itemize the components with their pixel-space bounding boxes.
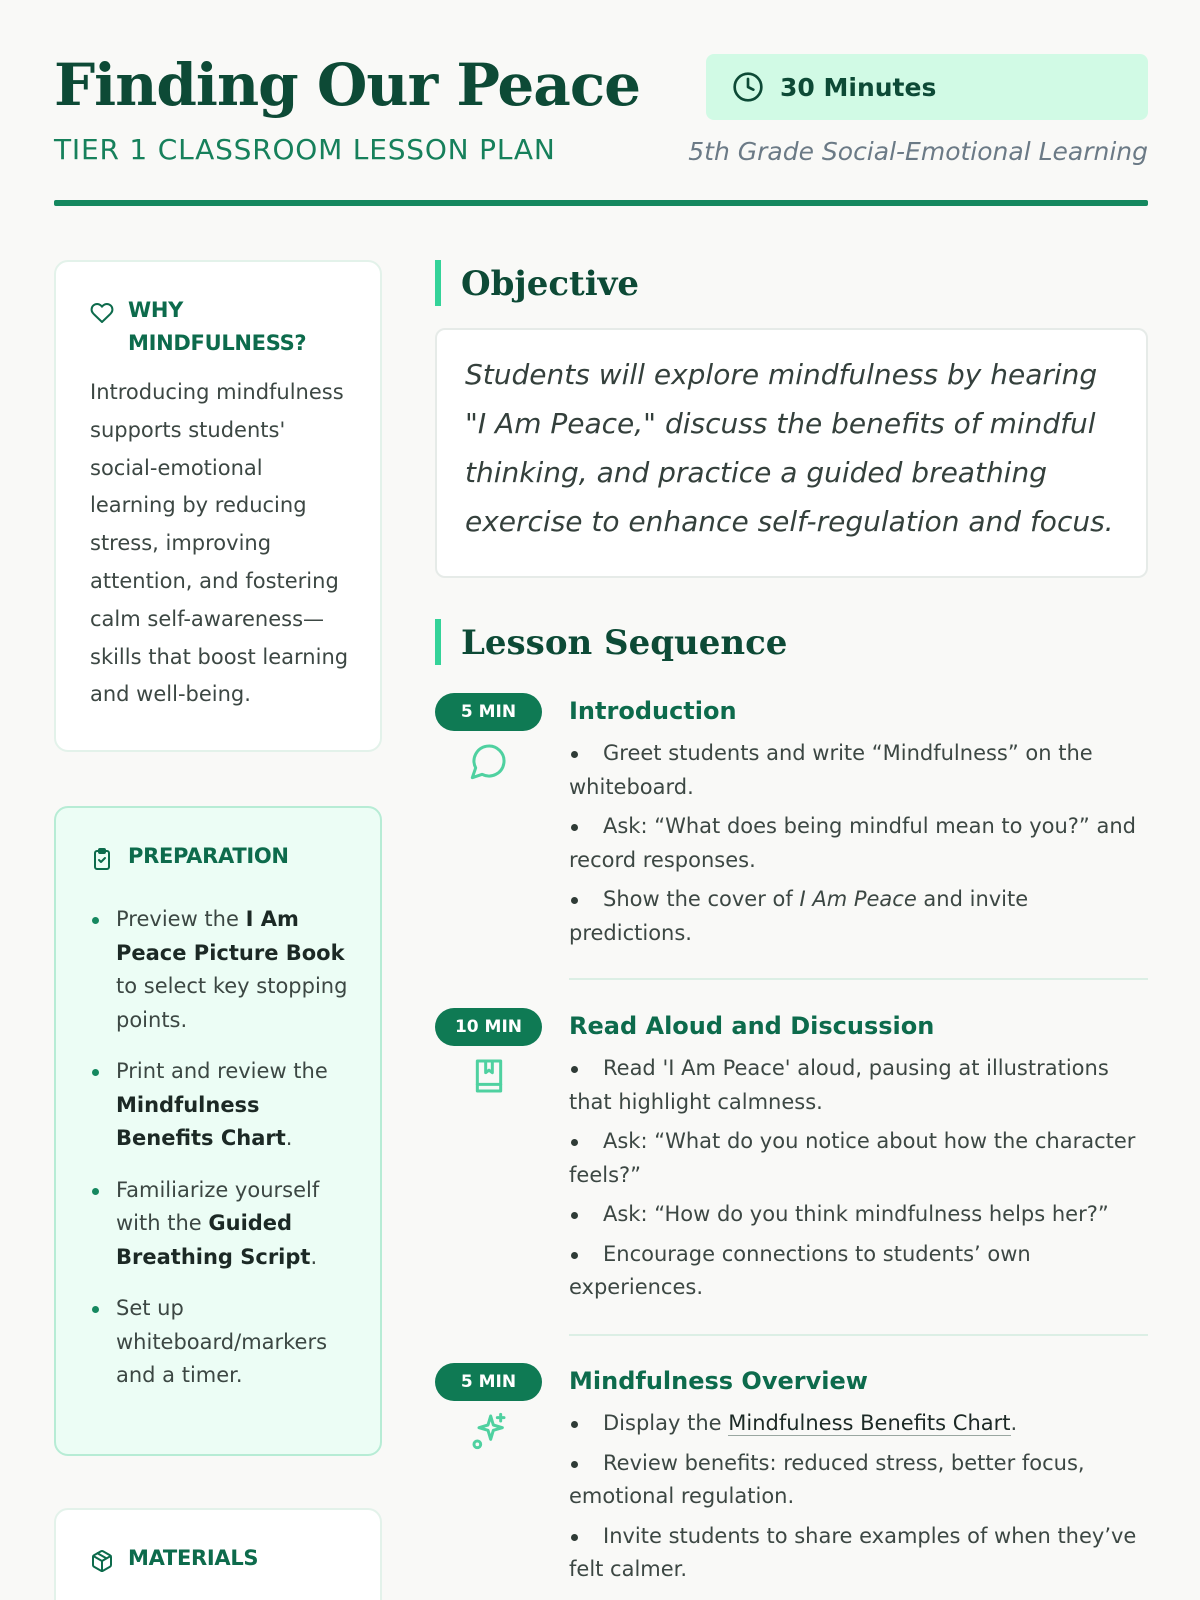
time-badge: 5 MIN xyxy=(435,693,542,731)
time-badge: 10 MIN xyxy=(435,1008,542,1046)
step-divider xyxy=(569,978,1148,980)
list-item: Ask: “What do you notice about how the character feels?” xyxy=(569,1125,1148,1192)
step-divider xyxy=(569,1334,1148,1336)
sparkles-icon xyxy=(469,1411,509,1451)
list-item: Ask: “How do you think mindfulness helps her?” xyxy=(569,1198,1148,1232)
book-icon xyxy=(469,1056,509,1096)
list-item: Set up whiteboard/markers and a timer. xyxy=(90,1292,350,1393)
lesson-header xyxy=(54,50,1148,206)
header-divider xyxy=(54,200,1148,206)
preparation-card xyxy=(54,806,382,1456)
preparation-heading: PREPARATION xyxy=(90,840,350,873)
objective-text: Students will explore mindfulness by hearing "I Am Peace," discuss the benefits of mindful thinking, and practice a guided breathing exercise to enhance self-regulation and focus. xyxy=(435,328,1148,578)
step-title: Read Aloud and Discussion xyxy=(569,1012,935,1040)
step-list xyxy=(569,1407,1148,1593)
step-list xyxy=(569,1052,1148,1311)
list-item: Read 'I Am Peace' aloud, pausing at illustrations that highlight calmness. xyxy=(569,1052,1148,1119)
list-item: Show the cover of I Am Peace and invite predictions. xyxy=(569,883,1148,950)
page-title: Finding Our Peace xyxy=(54,51,641,119)
why-body: Introducing mindfulness supports students' social-emotional learning by reducing stress, improving attention, and fostering calm self-awareness—skills that boost learning and well-being. xyxy=(90,380,349,707)
step-title: Introduction xyxy=(569,697,737,725)
step-title: Mindfulness Overview xyxy=(569,1367,868,1395)
clock-icon xyxy=(732,71,764,103)
list-item: Encourage connections to students’ own experiences. xyxy=(569,1238,1148,1305)
why-heading: WHY MINDFULNESS? xyxy=(90,294,350,360)
page-subtitle: TIER 1 CLASSROOM LESSON PLAN xyxy=(54,133,556,166)
list-item: Familiarize yourself with the Guided Breathing Script. xyxy=(90,1174,350,1275)
materials-heading: MATERIALS xyxy=(90,1542,350,1575)
heart-icon xyxy=(90,301,114,325)
list-item: Greet students and write “Mindfulness” on the whiteboard. xyxy=(569,737,1148,804)
package-icon xyxy=(90,1549,114,1573)
list-item: Print and review the Mindfulness Benefits Chart. xyxy=(90,1055,350,1156)
preparation-list xyxy=(90,903,350,1393)
materials-card xyxy=(54,1508,382,1600)
grade-label: 5th Grade Social-Emotional Learning xyxy=(688,137,1148,166)
list-item: Ask: “What does being mindful mean to you?” and record responses. xyxy=(569,810,1148,877)
time-badge: 5 MIN xyxy=(435,1363,542,1401)
duration-label: 30 Minutes xyxy=(780,72,937,102)
duration-badge xyxy=(706,54,1148,120)
lesson-sequence-heading: Lesson Sequence xyxy=(435,619,787,667)
chat-bubble-icon xyxy=(469,741,509,781)
objective-heading: Objective xyxy=(435,260,639,308)
clipboard-check-icon xyxy=(90,847,114,871)
benefits-chart-link[interactable]: Mindfulness Benefits Chart xyxy=(728,1411,1011,1435)
list-item: Review benefits: reduced stress, better focus, emotional regulation. xyxy=(569,1447,1148,1514)
list-item: Invite students to share examples of when they’ve felt calmer. xyxy=(569,1520,1148,1587)
step-list xyxy=(569,737,1148,956)
list-item: Preview the I Am Peace Picture Book to select key stopping points. xyxy=(90,903,350,1037)
list-item: Display the Mindfulness Benefits Chart. xyxy=(569,1407,1148,1441)
why-mindfulness-card xyxy=(54,260,382,752)
